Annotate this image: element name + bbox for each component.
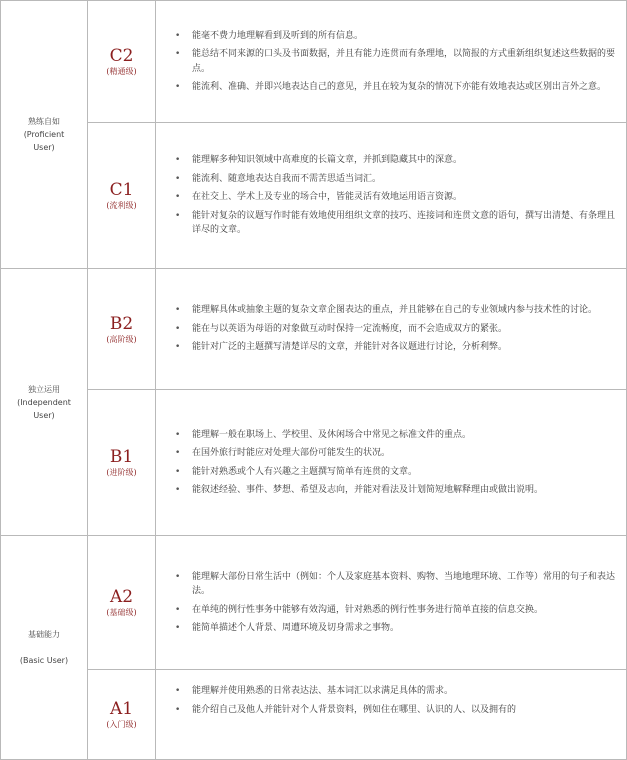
description-cell — [156, 1, 627, 123]
description-item: • 能理解具体或抽象主题的复杂文章企图表达的重点，并且能够在自己的专业领域内参与技术性的讨论。 — [192, 303, 616, 318]
level-row-c1 — [1, 123, 627, 269]
level-name: (基础级) — [106, 608, 137, 617]
group-en: (Proficient — [23, 130, 65, 139]
level-row-b2 — [1, 269, 627, 390]
description-list — [156, 19, 626, 105]
level-cell-a2 — [88, 536, 156, 670]
level-row-a2 — [1, 536, 627, 670]
description-cell — [156, 536, 627, 670]
description-item: • 能理解多种知识领域中高难度的长篇文章，并抓到隐藏其中的深意。 — [192, 153, 616, 168]
description-item: • 在单纯的例行性事务中能够有效沟通，针对熟悉的例行性事务进行简单直接的信息交换。 — [192, 603, 616, 618]
level-name: (流利级) — [106, 201, 137, 210]
description-item: • 能针对复杂的议题写作时能有效地使用组织文章的技巧、连接词和连贯文意的语句，撰写出清楚、有条理且详尽的文章。 — [192, 209, 616, 238]
description-list — [156, 143, 626, 248]
group-en: (Basic User) — [19, 656, 69, 665]
level-code: A2 — [109, 587, 134, 607]
description-cell — [156, 390, 627, 536]
group-en: User) — [33, 410, 55, 420]
group-zh: 独立运用 — [28, 384, 60, 394]
level-row-a1 — [1, 670, 627, 760]
description-item: • 能针对熟悉或个人有兴趣之主题撰写简单有连贯的文章。 — [192, 465, 616, 480]
group-independent — [1, 269, 88, 536]
level-name: (高阶级) — [106, 334, 137, 344]
description-item: • 能总结不同来源的口头及书面数据，并且有能力连贯而有条理地，以简报的方式重新组织复述这些数据的要点。 — [192, 47, 616, 76]
level-name: (入门级) — [106, 720, 137, 729]
description-item: • 能流利、随意地表达自我而不需苦思适当词汇。 — [192, 172, 616, 187]
level-cell-b1 — [88, 390, 156, 536]
description-item: • 能毫不费力地理解看到及听到的所有信息。 — [192, 29, 616, 44]
description-cell — [156, 670, 627, 760]
level-row-b1 — [1, 390, 627, 536]
level-cell-c2 — [88, 1, 156, 123]
group-basic — [1, 536, 88, 760]
group-zh: 基础能力 — [28, 630, 60, 639]
level-code: C2 — [109, 46, 134, 66]
description-item: • 能在与以英语为母语的对象做互动时保持一定流畅度，而不会造成双方的紧张。 — [192, 322, 616, 337]
description-item: • 能理解大部份日常生活中（例如：个人及家庭基本资料、购物、当地地理环境、工作等）常用的句子和表达法。 — [192, 570, 616, 599]
description-item: • 能简单描述个人背景、周遭环境及切身需求之事物。 — [192, 621, 616, 636]
group-proficient — [1, 1, 88, 269]
group-en: User) — [33, 143, 55, 152]
description-item: • 在国外旅行时能应对处理大部份可能发生的状况。 — [192, 446, 616, 461]
level-code: B1 — [109, 447, 134, 467]
level-name: (进阶级) — [106, 468, 137, 477]
level-name: (精通级) — [106, 67, 137, 76]
level-code: C1 — [109, 180, 134, 200]
level-cell-b2 — [88, 269, 156, 390]
description-item: • 能针对广泛的主题撰写清楚详尽的文章，并能针对各议题进行讨论，分析利弊。 — [192, 340, 616, 355]
description-list — [156, 418, 626, 508]
description-list — [156, 560, 626, 646]
description-item: • 能理解并使用熟悉的日常表达法、基本词汇以求满足具体的需求。 — [192, 684, 616, 699]
group-zh: 熟练自如 — [28, 117, 60, 126]
level-code: A1 — [109, 699, 134, 719]
level-row-c2 — [1, 1, 627, 123]
description-item: • 在社交上、学术上及专业的场合中，皆能灵活有效地运用语言资源。 — [192, 190, 616, 205]
description-item: • 能流利、准确、并即兴地表达自己的意见，并且在较为复杂的情况下亦能有效地表达或区别出言外之意。 — [192, 80, 616, 95]
group-en: (Independent — [17, 397, 71, 407]
level-cell-c1 — [88, 123, 156, 269]
description-list — [156, 670, 626, 727]
description-item: • 能理解一般在职场上、学校里、及休闲场合中常见之标准文件的重点。 — [192, 428, 616, 443]
level-code: B2 — [109, 313, 134, 334]
description-cell — [156, 269, 627, 390]
description-cell — [156, 123, 627, 269]
level-cell-a1 — [88, 670, 156, 760]
description-list — [156, 293, 626, 365]
description-item: • 能叙述经验、事件、梦想、希望及志向，并能对看法及计划简短地解释理由或做出说明。 — [192, 483, 616, 498]
description-item: • 能介绍自己及他人并能针对个人背景资料，例如住在哪里、认识的人、以及拥有的 — [192, 703, 616, 718]
